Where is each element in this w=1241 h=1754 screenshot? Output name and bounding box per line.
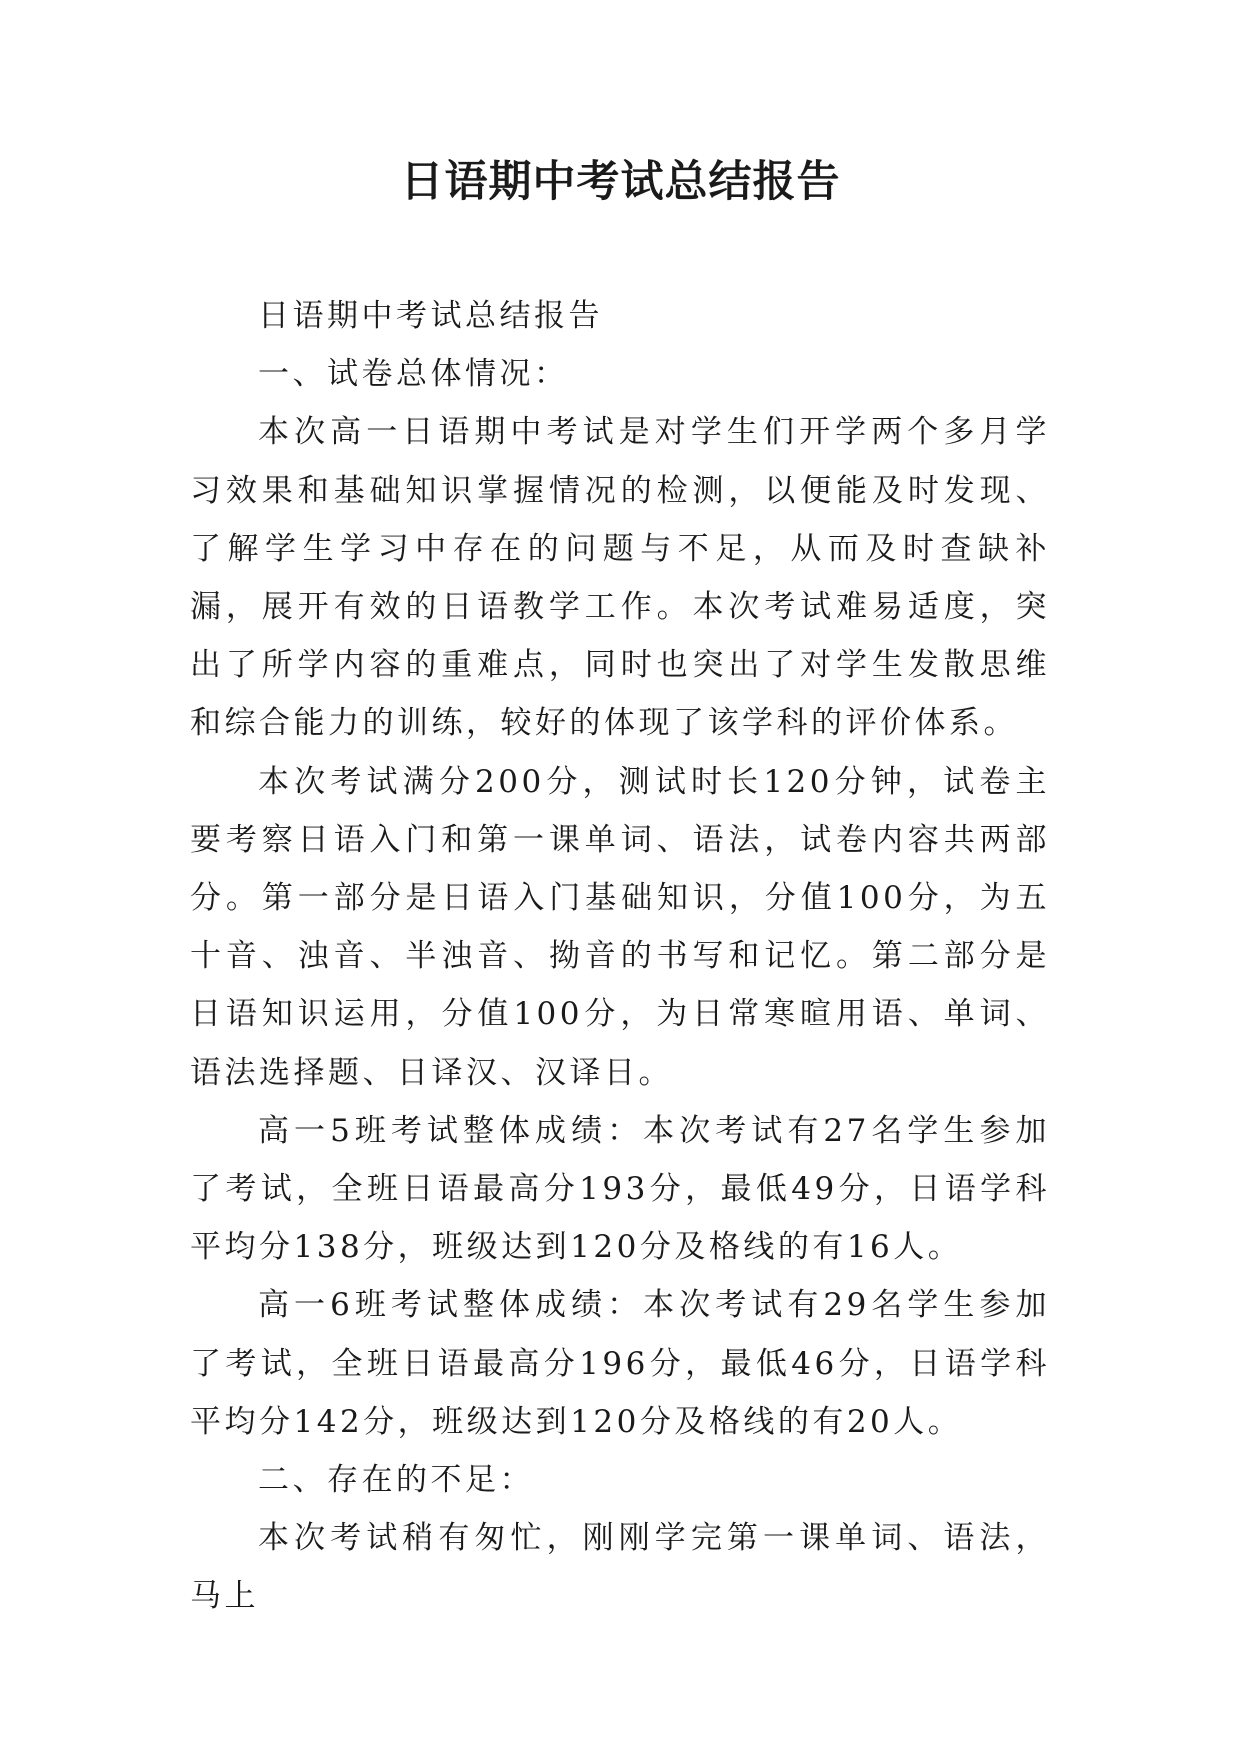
paragraph-exam-structure: 本次考试满分200分，测试时长120分钟，试卷主要考察日语入门和第一课单词、语法，试卷内容共两部分。第一部分是日语入门基础知识，分值100分，为五十音、浊音、半浊音、拗音的书写和记忆。第二部分是日语知识运用，分值100分，为日常寒暄用语、单词、语法选择题、日译汉、汉译日。 (190, 763, 1050, 1091)
paragraph-class-5-results: 高一5班考试整体成绩：本次考试有27名学生参加了考试，全班日语最高分193分，最低49分，日语学科平均分138分，班级达到120分及格线的有16人。 (190, 1112, 1050, 1266)
section-heading-shortcomings: 二、存在的不足： (258, 1462, 534, 1499)
paragraph-heading: 日语期中考试总结报告 (258, 298, 603, 334)
section-heading-overview: 一、试卷总体情况： (258, 356, 569, 393)
paragraph-shortcomings: 本次考试稍有匆忙，刚刚学完第一课单词、语法，马上 (190, 1520, 1050, 1615)
paragraph-purpose: 本次高一日语期中考试是对学生们开学两个多月学习效果和基础知识掌握情况的检测，以便能及时发现、了解学生学习中存在的问题与不足，从而及时查缺补漏，展开有效的日语教学工作。本次考试难易适度，突出了所学内容的重难点，同时也突出了对学生发散思维和综合能力的训练，较好的体现了该学科的评价体系。 (190, 414, 1050, 742)
document-body (190, 287, 1050, 1626)
document-title: 日语期中考试总结报告 (400, 157, 841, 207)
paragraph-class-6-results: 高一6班考试整体成绩：本次考试有29名学生参加了考试，全班日语最高分196分，最低46分，日语学科平均分142分，班级达到120分及格线的有20人。 (190, 1287, 1050, 1440)
